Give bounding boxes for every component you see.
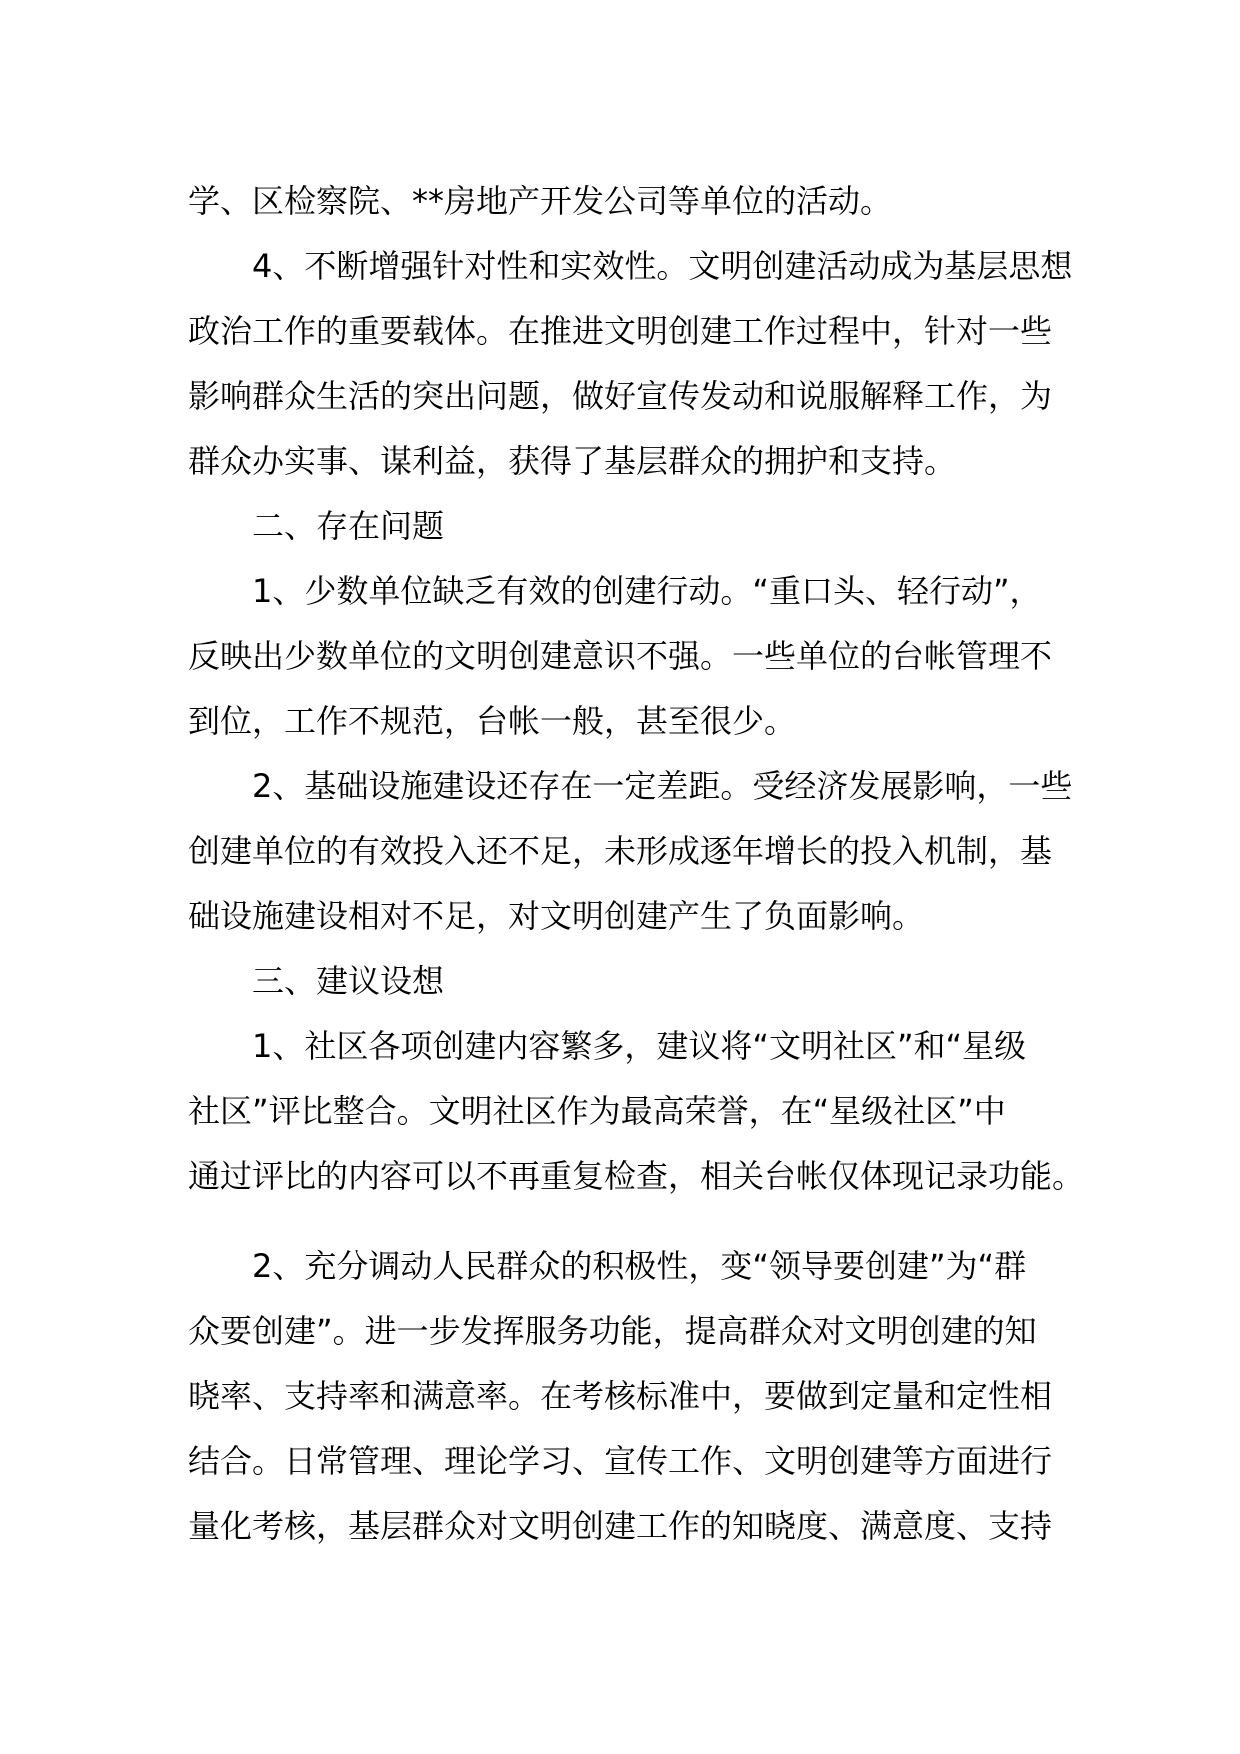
paragraph-line: 到位，工作不规范，台帐一般，甚至很少。: [188, 702, 797, 740]
paragraph-line: 通过评比的内容可以不再重复检查，相关台帐仅体现记录功能。: [188, 1157, 1085, 1195]
paragraph-line: 学、区检察院、**房地产开发公司等单位的活动。: [188, 182, 893, 220]
paragraph-line: 础设施建设相对不足，对文明创建产生了负面影响。: [188, 897, 925, 935]
paragraph-line: 结合。日常管理、理论学习、宣传工作、文明创建等方面进行: [188, 1442, 1053, 1480]
section-heading: 二、存在问题: [252, 507, 445, 545]
paragraph-line: 2、基础设施建设还存在一定差距。受经济发展影响，一些: [252, 767, 1073, 805]
paragraph-line: 创建单位的有效投入还不足，未形成逐年增长的投入机制，基: [188, 832, 1053, 870]
paragraph-line: 4、不断增强针对性和实效性。文明创建活动成为基层思想: [252, 247, 1073, 285]
paragraph-line: 晓率、支持率和满意率。在考核标准中，要做到定量和定性相: [188, 1377, 1053, 1415]
paragraph-line: 量化考核，基层群众对文明创建工作的知晓度、满意度、支持: [188, 1507, 1053, 1545]
paragraph-line: 1、社区各项创建内容繁多，建议将“文明社区”和“星级: [252, 1027, 1027, 1065]
paragraph-line: 反映出少数单位的文明创建意识不强。一些单位的台帐管理不: [188, 637, 1053, 675]
paragraph-line: 群众办实事、谋利益，获得了基层群众的拥护和支持。: [188, 442, 957, 480]
paragraph-line: 影响群众生活的突出问题，做好宣传发动和说服解释工作，为: [188, 377, 1053, 415]
paragraph-line: 社区”评比整合。文明社区作为最高荣誉，在“星级社区”中: [188, 1092, 1006, 1130]
paragraph-line: 2、充分调动人民群众的积极性，变“领导要创建”为“群: [252, 1247, 1027, 1285]
paragraph-line: 1、少数单位缺乏有效的创建行动。“重口头、轻行动”，: [252, 572, 1042, 610]
section-heading: 三、建议设想: [252, 962, 445, 1000]
paragraph-line: 众要创建”。进一步发挥服务功能，提高群众对文明创建的知: [188, 1312, 1037, 1350]
paragraph-line: 政治工作的重要载体。在推进文明创建工作过程中，针对一些: [188, 312, 1053, 350]
